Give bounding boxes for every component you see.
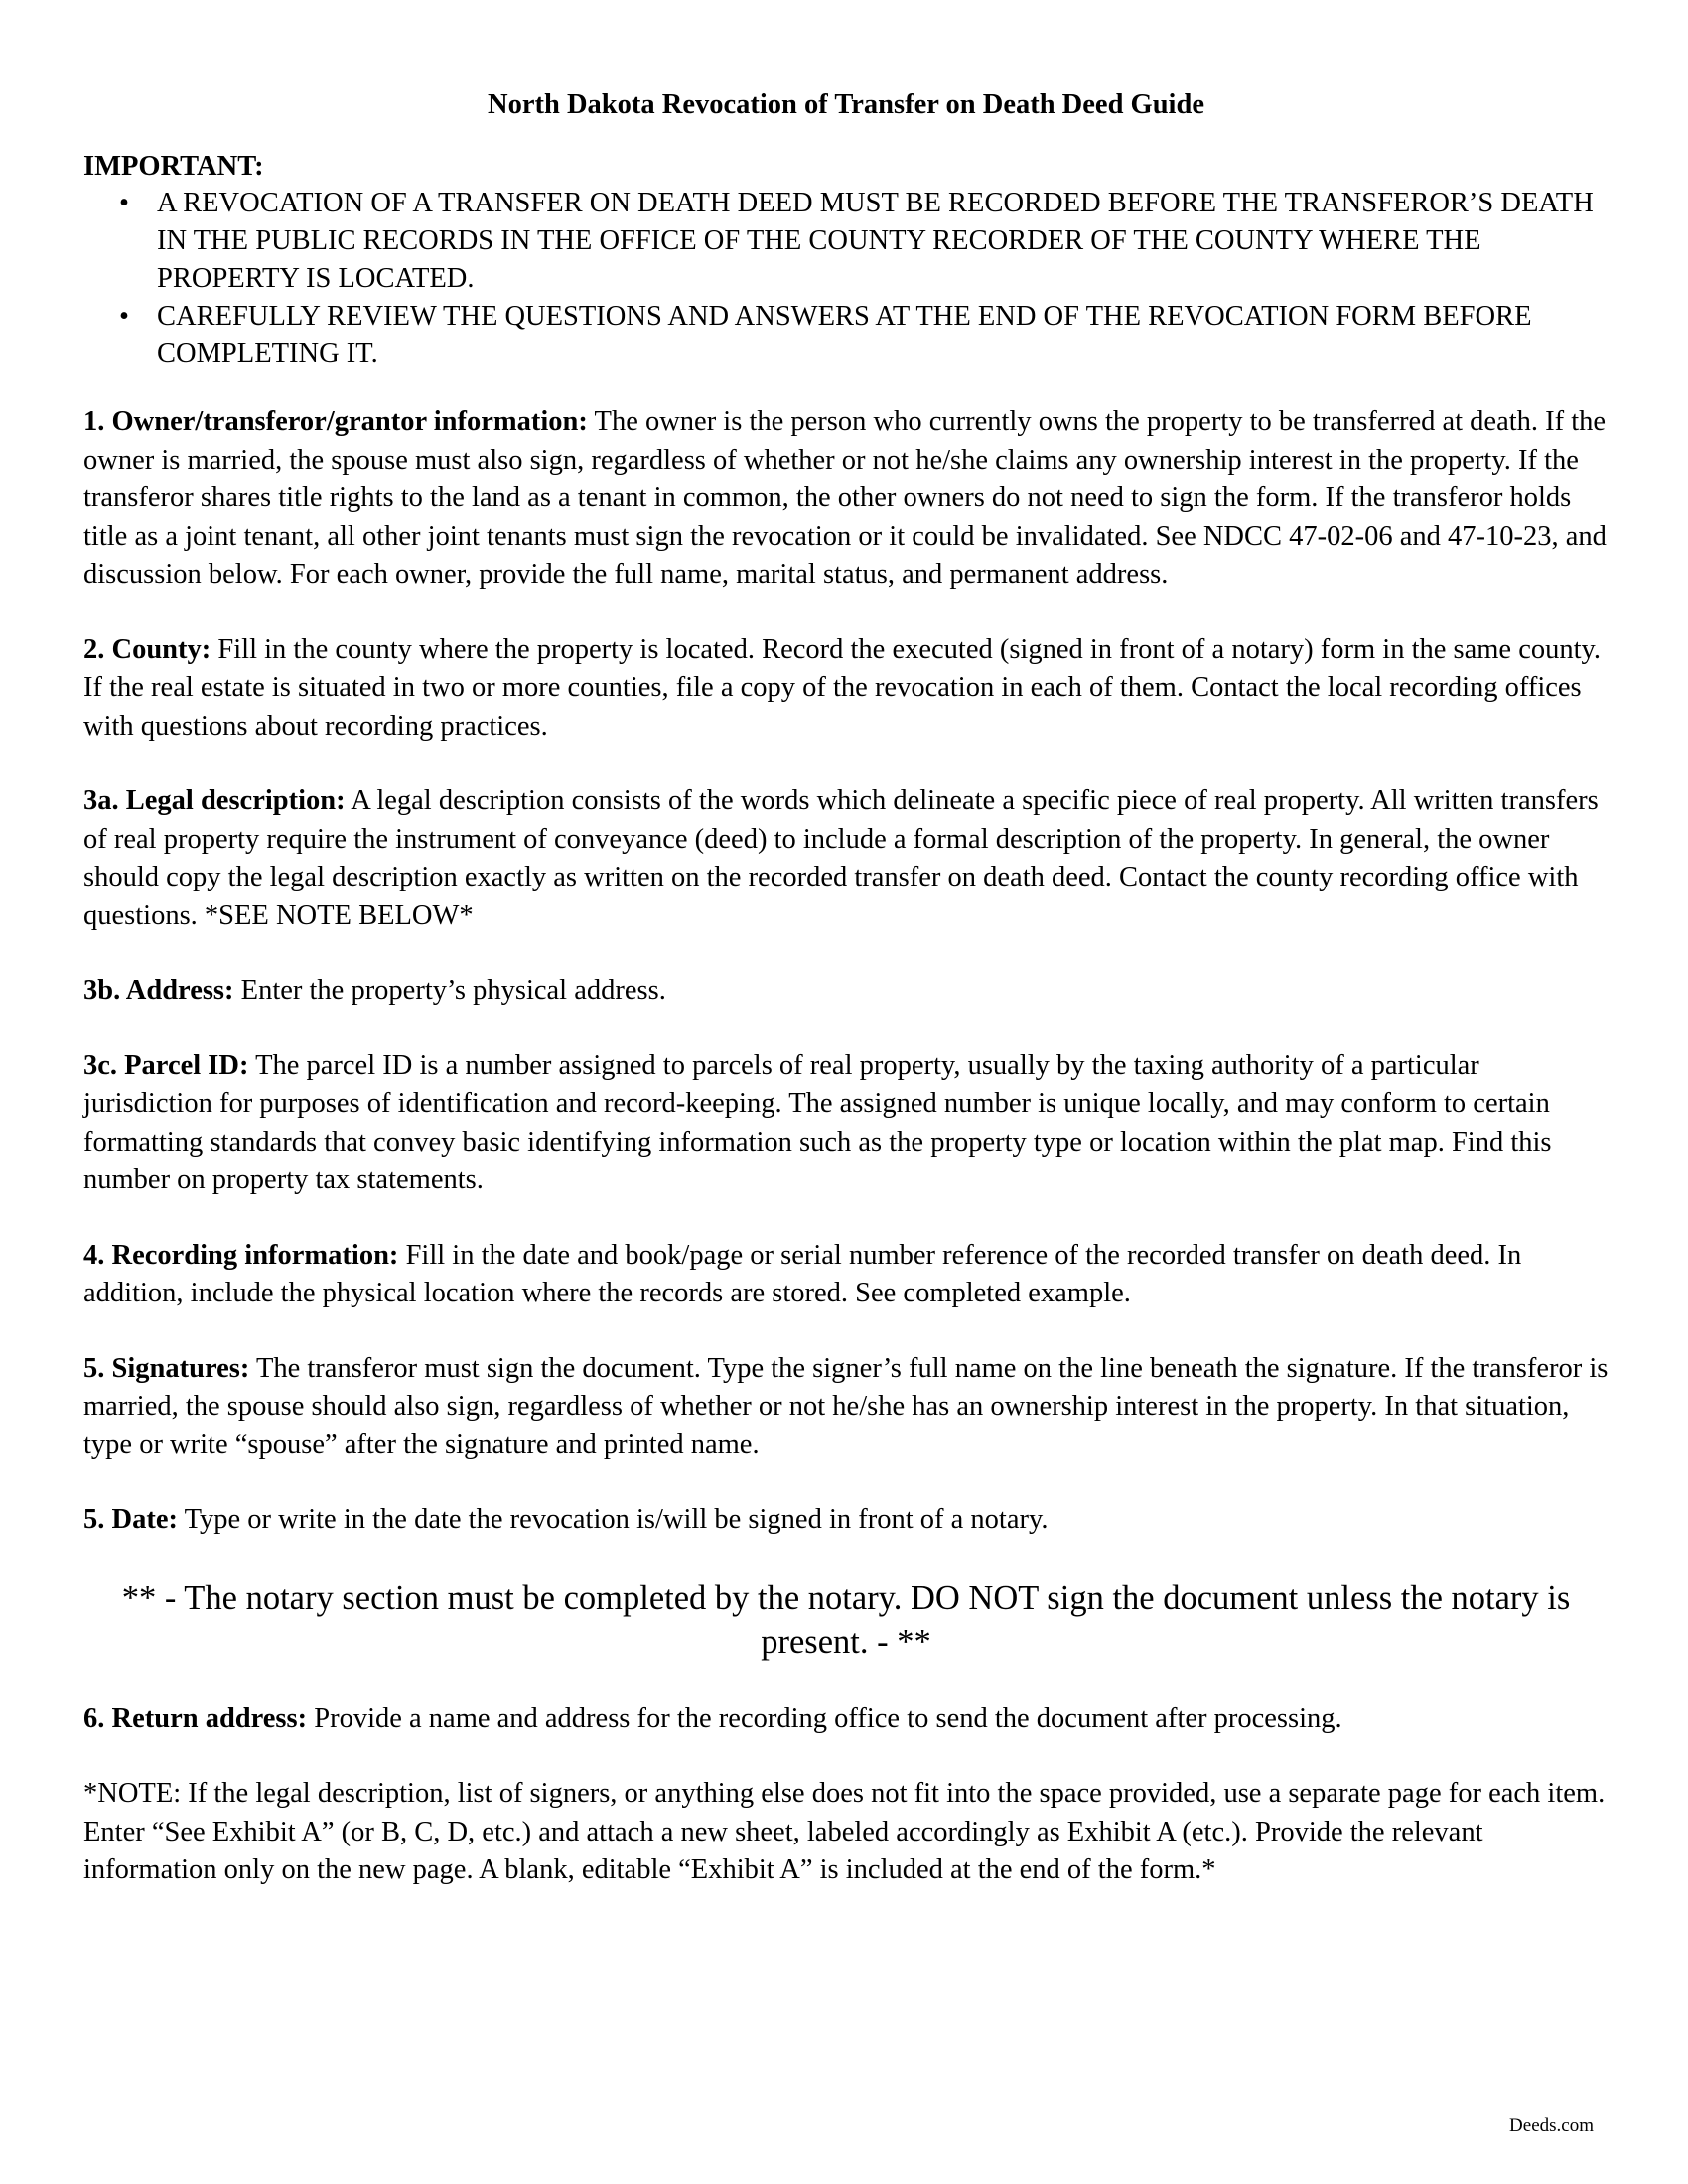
section-text: Enter the property’s physical address. — [240, 975, 666, 1006]
section-label: 1. Owner/transferor/grantor information: — [83, 406, 588, 437]
important-item — [83, 298, 1609, 373]
exhibit-note: *NOTE: If the legal description, list of signers, or anything else does not fit into the space provided, use a separate page for each item. Enter “See Exhibit A” (or B, C, D, etc.) and attach a new sheet, labeled accordingly as Exhibit A (etc.). Provide the relevant information only on the new page. A blank, editable “Exhibit A” is included at the end of the form.* — [83, 1778, 1606, 1885]
section-parcel-id — [83, 1047, 1609, 1200]
section-address — [83, 972, 1609, 1011]
section-recording-info — [83, 1237, 1609, 1313]
section-text: Provide a name and address for the recording office to send the document after processing. — [314, 1703, 1342, 1734]
section-text: The owner is the person who currently owns the property to be transferred at death. If the owner is married, the spouse must also sign, regardless of whether or not he/she claims any ownership interest in the property. If the transferor shares title rights to the land as a tenant in common, the other owners do not need to sign the form. If the transferor holds title as a joint tenant, all other joint tenants must sign the revocation or it could be invalidated. See NDCC 47-02-06 and 47-10-23, and discussion below. For each owner, provide the full name, marital status, and permanent address. — [83, 406, 1607, 590]
section-label: 6. Return address: — [83, 1703, 308, 1734]
section-text: Type or write in the date the revocation is/will be signed in front of a notary. — [184, 1504, 1049, 1535]
notary-warning: ** - The notary section must be completed by the notary. DO NOT sign the document unless the notary is present. - ** — [121, 1578, 1571, 1661]
section-county — [83, 631, 1609, 747]
section-text: A legal description consists of the words which delineate a specific piece of real property. All written transfers of real property require the instrument of conveyance (deed) to include a formal description of the property. In general, the owner should copy the legal description exactly as written on the recorded transfer on death deed. Contact the county recording office with questions. *SEE NOTE BELOW* — [83, 785, 1599, 931]
section-label: 3b. Address: — [83, 975, 234, 1006]
section-text: Fill in the date and book/page or serial number reference of the recorded transfer on death deed. In addition, include the physical location where the records are stored. See completed example. — [83, 1239, 1522, 1308]
section-label: 3c. Parcel ID: — [83, 1049, 249, 1081]
section-text: The transferor must sign the document. Type the signer’s full name on the line beneath the signature. If the transferor is married, the spouse should also sign, regardless of whether or not he/she has an ownership interest in the property. In that situation, type or write “spouse” after the signature and printed name. — [83, 1352, 1609, 1460]
section-signatures — [83, 1350, 1609, 1465]
bullet-icon: • — [119, 301, 129, 332]
section-label: 3a. Legal description: — [83, 785, 346, 816]
document-page — [83, 87, 1609, 1890]
section-date — [83, 1501, 1609, 1540]
page-title: North Dakota Revocation of Transfer on Death Deed Guide — [488, 89, 1204, 120]
footer-brand: Deeds.com — [1509, 2116, 1594, 2136]
important-list — [83, 185, 1609, 373]
important-item-text: CAREFULLY REVIEW THE QUESTIONS AND ANSWERS AT THE END OF THE REVOCATION FORM BEFORE COMPLETING IT. — [157, 301, 1532, 369]
important-item — [83, 185, 1609, 298]
bullet-icon: • — [119, 188, 129, 218]
section-legal-description — [83, 782, 1609, 935]
section-owner-info — [83, 403, 1609, 595]
section-label: 2. County: — [83, 633, 211, 665]
section-label: 5. Date: — [83, 1504, 178, 1535]
section-text: Fill in the county where the property is located. Record the executed (signed in front of a notary) form in the same county. If the real estate is situated in two or more counties, file a copy of the revocation in each of them. Contact the local recording offices with questions about recording practices. — [83, 633, 1602, 742]
section-text: The parcel ID is a number assigned to parcels of real property, usually by the taxing authority of a particular jurisdiction for purposes of identification and record-keeping. The assigned number is unique locally, and may conform to certain formatting standards that convey basic identifying information such as the property type or location within the plat map. Find this number on property tax statements. — [83, 1049, 1552, 1195]
section-return-address — [83, 1701, 1609, 1739]
section-label: 4. Recording information: — [83, 1239, 399, 1271]
section-label: 5. Signatures: — [83, 1352, 250, 1384]
important-heading: IMPORTANT: — [83, 151, 264, 182]
important-item-text: A REVOCATION OF A TRANSFER ON DEATH DEED MUST BE RECORDED BEFORE THE TRANSFEROR’S DEATH IN THE PUBLIC RECORDS IN THE OFFICE OF THE COUNTY RECORDER OF THE COUNTY WHERE THE PROPERTY IS LOCATED. — [157, 188, 1594, 294]
